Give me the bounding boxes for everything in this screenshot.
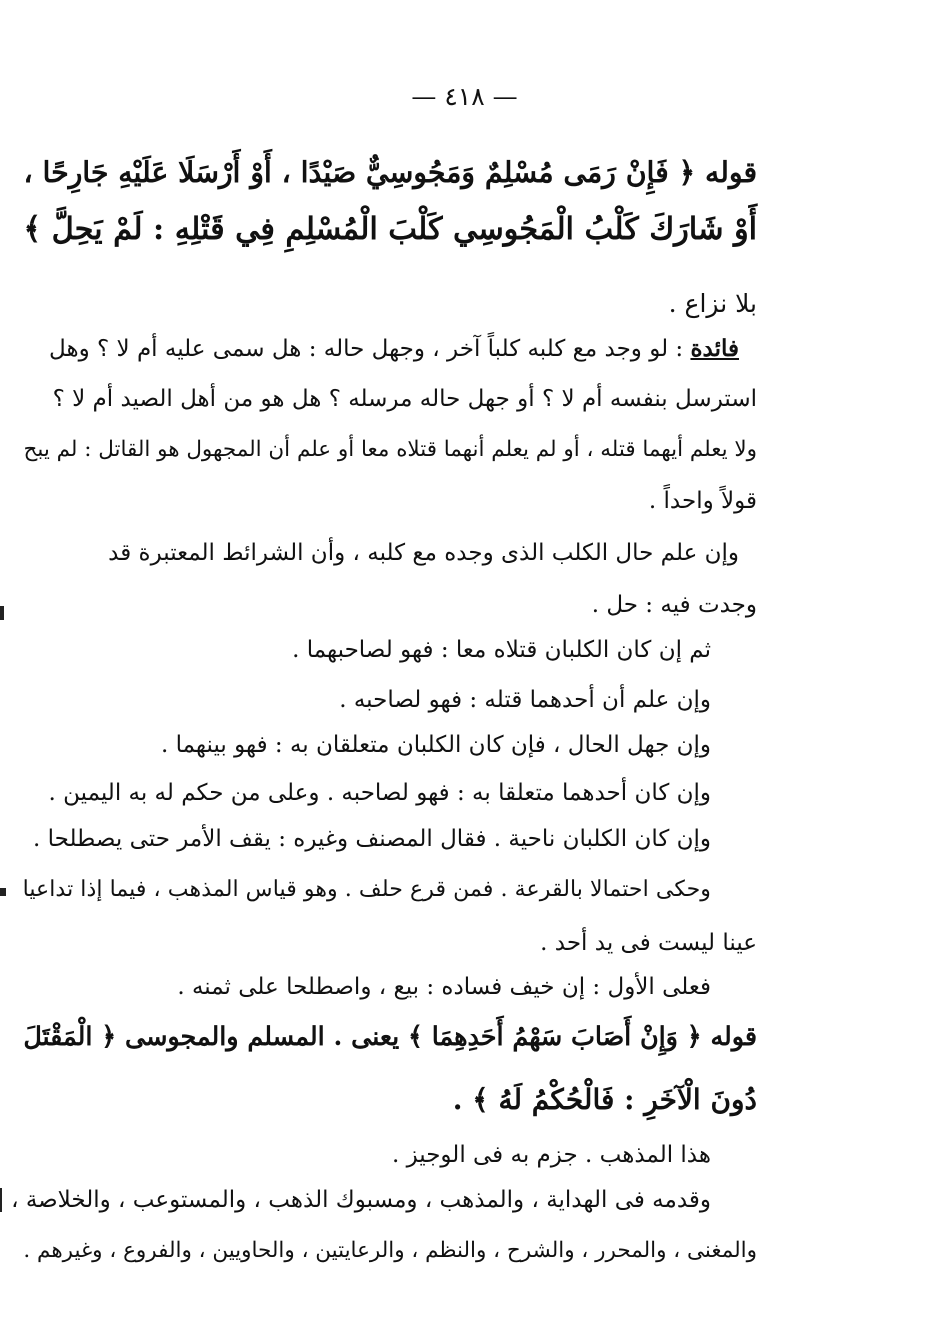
text-line: ثم إن كان الكلبان قتلاه معا : فهو لصاحبهما . [292, 637, 711, 663]
text-line: وإن علم حال الكلب الذى وجده مع كلبه ، وأن الشرائط المعتبرة قد [108, 540, 739, 566]
scan-edge-mark [0, 606, 4, 620]
note-heading: فائدة [690, 335, 739, 362]
text-line: عينا ليست فى يد أحد . [540, 930, 757, 956]
text-line: وحكى احتمالا بالقرعة . فمن قرع حلف . وهو قياس المذهب ، فيما إذا تداعيا [22, 876, 711, 902]
scan-edge-mark [0, 1188, 2, 1212]
text-line: ولا يعلم أيهما قتله ، أو لم يعلم أنهما قتلاه معا أو علم أن المجهول هو القاتل : لم يبح [23, 437, 757, 462]
text-line: وقدمه فى الهداية ، والمذهب ، ومسبوك الذهب ، والمستوعب ، والخلاصة ، [11, 1187, 711, 1213]
text-line: هذا المذهب . جزم به فى الوجيز . [391, 1142, 711, 1168]
text-line: فعلى الأول : إن خيف فساده : بيع ، واصطلحا على ثمنه . [177, 974, 711, 1000]
text-line: والمغنى ، والمحرر ، والشرح ، والنظم ، والرعايتين ، والحاويين ، والفروع ، وغيرهم . [23, 1238, 757, 1263]
text-line: وإن كان أحدهما متعلقا به : فهو لصاحبه . وعلى من حكم له به اليمين . [48, 780, 711, 806]
text-line: بلا نزاع . [668, 289, 757, 318]
text-line: دُونَ الْآخَرِ : فَالْحُكْمُ لَهُ ﴾ . [452, 1083, 757, 1116]
page-number: — ٤١٨ — [411, 82, 518, 111]
note-text: : لو وجد مع كلبه كلباً آخر ، وجهل حاله : هل سمى عليه أم لا ؟ وهل [49, 336, 691, 362]
text-line: وجدت فيه : حل . [591, 592, 757, 618]
text-line: استرسل بنفسه أم لا ؟ أو جهل حاله مرسله ؟ هل هو من أهل الصيد أم لا ؟ [52, 386, 757, 412]
text-line: قوله ﴿ فَإِنْ رَمَى مُسْلِمٌ وَمَجُوسِيٌّ صَيْدًا ، أَوْ أَرْسَلَا عَلَيْهِ جَارِحًا ، [23, 155, 757, 189]
text-line: وإن علم أن أحدهما قتله : فهو لصاحبه . [339, 687, 711, 713]
text-line: أَوْ شَارَكَ كَلْبُ الْمَجُوسِي كَلْبَ الْمُسْلِمِ فِي قَتْلِهِ : لَمْ يَحِلَّ ﴾ [23, 212, 757, 247]
text-line [49, 333, 739, 365]
text-line: قولاً واحداً . [648, 488, 757, 514]
scan-edge-mark [0, 888, 6, 896]
text-line: وإن جهل الحال ، فإن كان الكلبان متعلقان به : فهو بينهما . [160, 732, 711, 758]
text-line: وإن كان الكلبان ناحية . فقال المصنف وغيره : يقف الأمر حتى يصطلحا . [32, 826, 711, 852]
text-line: قوله ﴿ وَإِنْ أَصَابَ سَهْمُ أَحَدِهِمَا ﴾ يعنى . المسلم والمجوسى ﴿ الْمَقْتَلَ [23, 1021, 757, 1051]
